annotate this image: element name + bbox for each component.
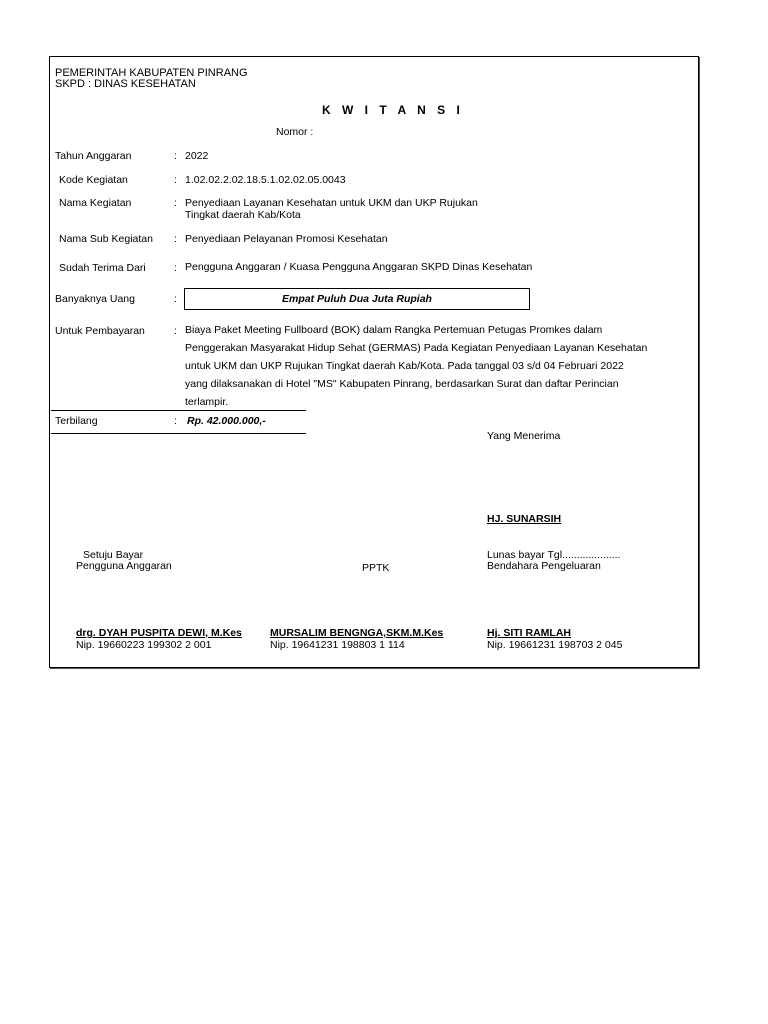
- org-name: PEMERINTAH KABUPATEN PINRANG: [55, 67, 248, 79]
- terima-dari-colon: :: [174, 262, 177, 274]
- terbilang-value: Rp. 42.000.000,-: [187, 415, 266, 427]
- amount-words-box: [184, 288, 530, 310]
- document-title: K W I T A N S I: [322, 103, 464, 117]
- terima-dari-label: Sudah Terima Dari: [59, 262, 146, 274]
- terbilang-top-rule: [51, 410, 306, 411]
- nama-kegiatan-value-1: Penyediaan Layanan Kesehatan untuk UKM dan UKP Rujukan: [185, 197, 478, 209]
- pembayaran-line-5: terlampir.: [185, 396, 229, 408]
- pembayaran-line-3: untuk UKM dan UKP Rujukan Tingkat daerah Kab/Kota. Pada tanggal 03 s/d 04 Februari 2022: [185, 360, 624, 372]
- sub-kegiatan-value: Penyediaan Pelayanan Promosi Kesehatan: [185, 233, 388, 245]
- nama-kegiatan-value-2: Tingkat daerah Kab/Kota: [185, 209, 301, 221]
- terima-dari-value: Pengguna Anggaran / Kuasa Pengguna Anggaran SKPD Dinas Kesehatan: [185, 261, 533, 273]
- pembayaran-line-4: yang dilaksanakan di Hotel "MS" Kabupaten Pinrang, berdasarkan Surat dan daftar Perincian: [185, 378, 619, 390]
- pembayaran-label: Untuk Pembayaran: [55, 325, 145, 337]
- bendahara-nip: Nip. 19661231 198703 2 045: [487, 639, 623, 651]
- nama-kegiatan-label: Nama Kegiatan: [59, 197, 132, 209]
- pptk-nip: Nip. 19641231 198803 1 114: [270, 639, 405, 651]
- unit-name: SKPD : DINAS KESEHATAN: [55, 78, 196, 90]
- amount-words: Empat Puluh Dua Juta Rupiah: [282, 293, 432, 305]
- banyaknya-uang-colon: :: [174, 293, 177, 305]
- pptk-name: MURSALIM BENGNGA,SKM.M.Kes: [270, 627, 444, 639]
- nama-kegiatan-colon: :: [174, 197, 177, 209]
- terbilang-label: Terbilang: [55, 415, 98, 427]
- terbilang-bottom-rule: [51, 433, 306, 434]
- setuju-bayar-caption: Setuju Bayar: [83, 549, 144, 561]
- bendahara-name: Hj. SITI RAMLAH: [487, 627, 571, 639]
- banyaknya-uang-label: Banyaknya Uang: [55, 293, 135, 305]
- pptk-caption: PPTK: [362, 562, 390, 574]
- sub-kegiatan-colon: :: [174, 233, 177, 245]
- pengguna-anggaran-caption: Pengguna Anggaran: [76, 560, 172, 572]
- pembayaran-line-2: Penggerakan Masyarakat Hidup Sehat (GERMAS) Pada Kegiatan Penyediaan Layanan Kesehatan: [185, 342, 648, 354]
- bendahara-caption: Bendahara Pengeluaran: [487, 560, 601, 572]
- kode-value: 1.02.02.2.02.18.5.1.02.02.05.0043: [185, 174, 346, 186]
- terbilang-colon: :: [174, 415, 177, 427]
- pengguna-nip: Nip. 19660223 199302 2 001: [76, 639, 212, 651]
- tahun-label: Tahun Anggaran: [55, 150, 132, 162]
- tahun-value: 2022: [185, 150, 209, 162]
- lunas-bayar-caption: Lunas bayar Tgl....................: [487, 549, 621, 561]
- pengguna-name: drg. DYAH PUSPITA DEWI, M.Kes: [76, 627, 242, 639]
- pembayaran-colon: :: [174, 325, 177, 337]
- penerima-caption: Yang Menerima: [487, 430, 561, 442]
- kode-label: Kode Kegiatan: [59, 174, 128, 186]
- kode-colon: :: [174, 174, 177, 186]
- pembayaran-line-1: Biaya Paket Meeting Fullboard (BOK) dalam Rangka Pertemuan Petugas Promkes dalam: [185, 324, 603, 336]
- penerima-name: HJ. SUNARSIH: [487, 513, 562, 525]
- nomor-label: Nomor :: [276, 126, 314, 138]
- tahun-colon: :: [174, 150, 177, 162]
- sub-kegiatan-label: Nama Sub Kegiatan: [59, 233, 153, 245]
